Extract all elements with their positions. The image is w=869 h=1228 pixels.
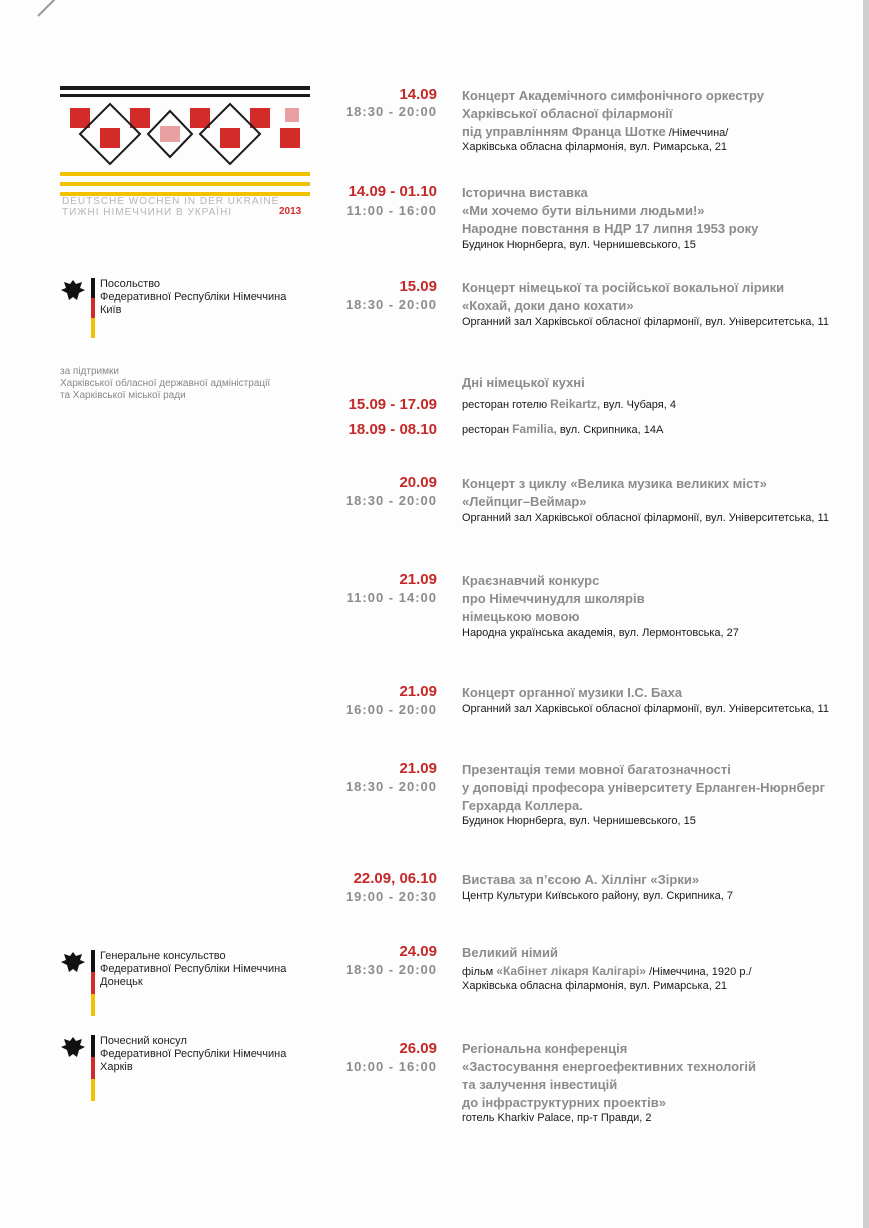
event-venue: Будинок Нюрнберга, вул. Чернишевського, 15 xyxy=(462,239,696,251)
event-date: 15.09 - 17.09 xyxy=(348,396,437,413)
title-line: Дні німецької кухні xyxy=(462,375,585,390)
event-time: 10:00 - 16:00 xyxy=(345,1059,437,1074)
german-flag-bar xyxy=(91,1035,95,1101)
event-time: 18:30 - 20:00 xyxy=(345,297,437,312)
event-title xyxy=(462,761,825,815)
event-time: 18:30 - 20:00 xyxy=(345,962,437,977)
german-flag-bar xyxy=(91,950,95,1016)
venue-address: вул. Скрипника, 14А xyxy=(556,424,664,436)
german-flag-bar xyxy=(91,278,95,338)
event-title xyxy=(462,871,699,889)
title-line: Вистава за п’єсою А. Хіллінг «Зірки» xyxy=(462,872,700,887)
event-venue: Народна українська академія, вул. Лермонтовська, 27 xyxy=(462,627,739,639)
pen-mark xyxy=(37,0,64,17)
event-date: 18.09 - 08.10 xyxy=(348,421,437,438)
title-line: Концерт німецької та російської вокальної лірики xyxy=(462,280,785,295)
event-venue xyxy=(462,397,676,411)
event-venue: готель Kharkiv Palace, пр-т Правди, 2 xyxy=(462,1112,652,1124)
restaurant-name: Familia, xyxy=(512,422,557,436)
event-date: 14.09 - 01.10 xyxy=(348,183,437,200)
film-title: «Кабінет лікаря Калігарі» xyxy=(496,964,647,978)
title-line: «Застосування енергоефективних технологій xyxy=(462,1059,757,1074)
event-venue: Харківська обласна філармонія, вул. Римарська, 21 xyxy=(462,141,728,153)
event-date: 21.09 xyxy=(399,760,437,777)
event-time: 18:30 - 20:00 xyxy=(345,779,437,794)
institution-line: Федеративної Республіки Німеччина xyxy=(100,963,287,975)
event-date: 20.09 xyxy=(399,474,437,491)
support-note xyxy=(60,366,270,402)
event-venue: Органний зал Харківської обласної філармонії, вул. Університетська, 11 xyxy=(462,512,829,524)
event-title xyxy=(462,87,764,142)
event-venue: Будинок Нюрнберга, вул. Чернишевського, 15 xyxy=(462,815,696,827)
eagle-icon xyxy=(60,278,86,304)
title-line: Харківської обласної філармонії xyxy=(462,106,673,121)
support-line: за підтримки xyxy=(60,366,119,377)
event-date: 21.09 xyxy=(399,571,437,588)
title-line: «Ми хочемо бути вільними людьми!» xyxy=(462,203,705,218)
title-line: до інфраструктурних проектів» xyxy=(462,1095,666,1110)
event-title xyxy=(462,374,585,392)
event-title xyxy=(462,184,758,238)
title-line: Великий німий xyxy=(462,945,559,960)
event-venue xyxy=(462,964,752,978)
event-date: 22.09, 06.10 xyxy=(353,870,437,887)
title-line: Концерт органної музики І.С. Баха xyxy=(462,685,683,700)
institution-line: Почесний консул xyxy=(100,1035,187,1047)
event-title xyxy=(462,1040,756,1112)
event-title xyxy=(462,572,645,626)
title-line xyxy=(462,123,764,142)
event-date: 24.09 xyxy=(399,943,437,960)
event-venue: Харківська обласна філармонія, вул. Римарська, 21 xyxy=(462,980,728,992)
title-line: «Кохай, доки дано кохати» xyxy=(462,298,634,313)
restaurant-name: Reikartz, xyxy=(550,397,601,411)
title-line: Історична виставка xyxy=(462,185,588,200)
title-line: та залучення інвестицій xyxy=(462,1077,618,1092)
embroidery-ornament-logo xyxy=(60,86,310,204)
event-time: 11:00 - 16:00 xyxy=(346,203,437,218)
logo-year: 2013 xyxy=(279,206,302,217)
venue-address: вул. Чубаря, 4 xyxy=(600,399,676,411)
title-line: Концерт Академічного симфонічного оркестру xyxy=(462,88,764,103)
event-venue: Центр Культури Київського району, вул. Скрипника, 7 xyxy=(462,890,733,902)
event-date: 15.09 xyxy=(399,278,437,295)
ornament-gold-border xyxy=(60,172,310,196)
institution-line: Донецьк xyxy=(100,976,143,988)
venue-prefix: ресторан готелю xyxy=(462,399,551,411)
institution-line: Київ xyxy=(100,304,122,316)
support-line: та Харківської міської ради xyxy=(60,390,186,401)
ornament-top-border xyxy=(60,86,310,97)
logo-caption-de: DEUTSCHE WOCHEN IN DER UKRAINE xyxy=(62,196,280,207)
page-edge xyxy=(863,0,869,1228)
event-date: 21.09 xyxy=(399,683,437,700)
venue-prefix: фільм xyxy=(462,966,497,978)
institution-line: Федеративної Республіки Німеччина xyxy=(100,291,287,303)
event-title xyxy=(462,475,767,511)
event-time: 19:00 - 20:30 xyxy=(345,889,437,904)
film-info: /Німеччина, 1920 р./ xyxy=(646,966,752,978)
institution-line: Харків xyxy=(100,1061,133,1073)
event-time: 16:00 - 20:00 xyxy=(345,702,437,717)
event-time: 18:30 - 20:00 xyxy=(345,493,437,508)
event-date: 26.09 xyxy=(399,1040,437,1057)
event-venue: Органний зал Харківської обласної філармонії, вул. Університетська, 11 xyxy=(462,703,829,715)
title-line: Регіональна конференція xyxy=(462,1041,628,1056)
event-title xyxy=(462,279,784,315)
title-line-text: під управлінням Франца Шотке xyxy=(462,124,666,139)
event-time: 11:00 - 14:00 xyxy=(346,590,437,605)
title-line: Концерт з циклу «Велика музика великих міст» xyxy=(462,476,767,491)
title-line: про Німеччинудля школярів xyxy=(462,591,645,606)
title-line: Краєзнавчий конкурс xyxy=(462,573,600,588)
institution-line: Посольство xyxy=(100,278,161,290)
title-line: Презентація теми мовної багатозначності xyxy=(462,762,731,777)
event-venue: Органний зал Харківської обласної філармонії, вул. Університетська, 11 xyxy=(462,316,829,328)
title-suffix: /Німеччина/ xyxy=(665,127,729,139)
event-title xyxy=(462,684,682,702)
venue-prefix: ресторан xyxy=(462,424,513,436)
title-line: Герхарда Коллера. xyxy=(462,798,583,813)
logo-caption-ua: ТИЖНІ НІМЕЧЧИНИ В УКРАЇНІ xyxy=(62,207,233,218)
title-line: у доповіді професора університету Ерланген-Нюрнберг xyxy=(462,780,826,795)
title-line: «Лейпциг–Веймар» xyxy=(462,494,587,509)
title-line: Народне повстання в НДР 17 липня 1953 року xyxy=(462,221,759,236)
event-title xyxy=(462,944,558,962)
institution-line: Генеральне консульство xyxy=(100,950,226,962)
support-line: Харківської обласної державної адміністрації xyxy=(60,378,271,389)
title-line: німецькою мовою xyxy=(462,609,580,624)
eagle-icon xyxy=(60,1035,86,1061)
event-time: 18:30 - 20:00 xyxy=(345,104,437,119)
eagle-icon xyxy=(60,950,86,976)
event-date: 14.09 xyxy=(399,86,437,103)
institution-line: Федеративної Республіки Німеччина xyxy=(100,1048,287,1060)
event-venue xyxy=(462,422,663,436)
